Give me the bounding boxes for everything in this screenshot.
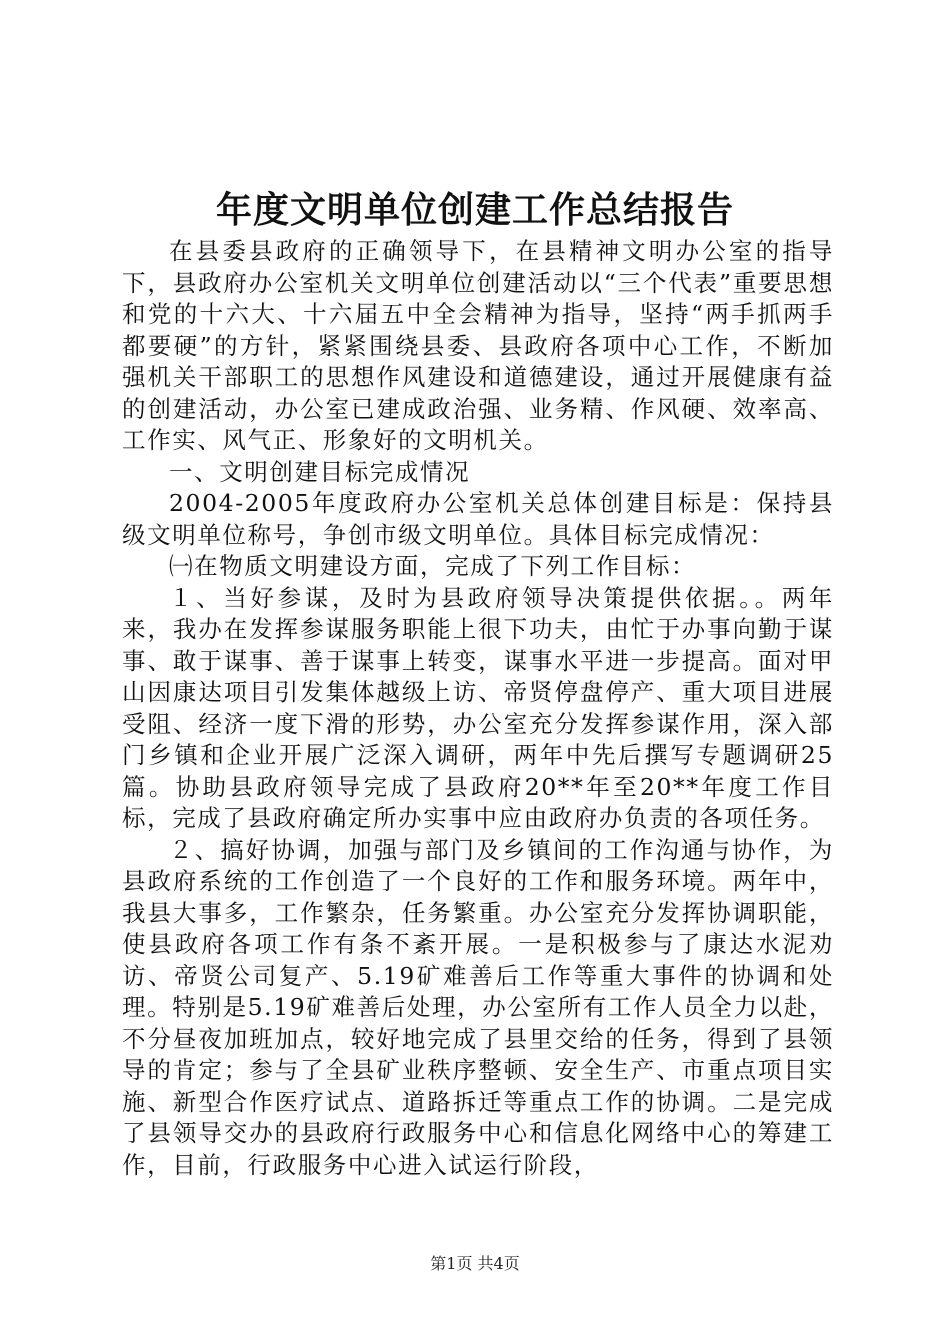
paragraph-overall-goal: 2004-2005年度政府办公室机关总体创建目标是：保持县级文明单位称号，争创市级文明单位。具体目标完成情况： xyxy=(122,489,834,549)
document-title: 年度文明单位创建工作总结报告 xyxy=(215,189,734,231)
page-number-footer: 第1页 共4页 xyxy=(430,1254,520,1273)
subsection-heading-1: ㈠在物质文明建设方面，完成了下列工作目标： xyxy=(169,552,697,580)
section-heading-1: 一、文明创建目标完成情况 xyxy=(169,457,471,486)
paragraph-item-2: ２、搞好协调，加强与部门及乡镇间的工作沟通与协作，为县政府系统的工作创造了一个良好的工作和服务环境。两年中，我县大事多，工作繁杂，任务繁重。办公室充分发挥协调职能，使县政府各项工作有条不紊开展。一是积极参与了康达水泥劝访、帝贤公司复产、5.19矿难善后工作等重大事件的协调和处理。特别是5.19矿难善后处理，办公室所有工作人员全力以赴，不分昼夜加班加点，较好地完成了县里交给的任务，得到了县领导的肯定；参与了全县矿业秩序整顿、安全生产、市重点项目实施、新型合作医疗试点、道路拆迁等重点工作的协调。二是完成了县领导交办的县政府行政服务中心和信息化网络中心的筹建工作，目前，行政服务中心进入试运行阶段， xyxy=(122,835,834,1179)
document-body xyxy=(122,236,834,1181)
paragraph-item-1: １、当好参谋，及时为县政府领导决策提供依据。。两年来，我办在发挥参谋服务职能上很下功夫，由忙于办事向勤于谋事、敢于谋事、善于谋事上转变，谋事水平进一步提高。面对甲山因康达项目引发集体越级上访、帝贤停盘停产、重大项目进展受阻、经济一度下滑的形势，办公室充分发挥参谋作用，深入部门乡镇和企业开展广泛深入调研，两年中先后撰写专题调研25篇。协助县政府领导完成了县政府20**年至20**年度工作目标，完成了县政府确定所办实事中应由政府办负责的各项任务。 xyxy=(122,583,834,832)
paragraph-intro: 在县委县政府的正确领导下，在县精神文明办公室的指导下，县政府办公室机关文明单位创建活动以“三个代表”重要思想和党的十六大、十六届五中全会精神为指导，坚持“两手抓两手都要硬”的方针，紧紧围绕县委、县政府各项中心工作，不断加强机关干部职工的思想作风建设和道德建设，通过开展健康有益的创建活动，办公室已建成政治强、业务精、作风硬、效率高、工作实、风气正、形象好的文明机关。 xyxy=(122,237,834,454)
